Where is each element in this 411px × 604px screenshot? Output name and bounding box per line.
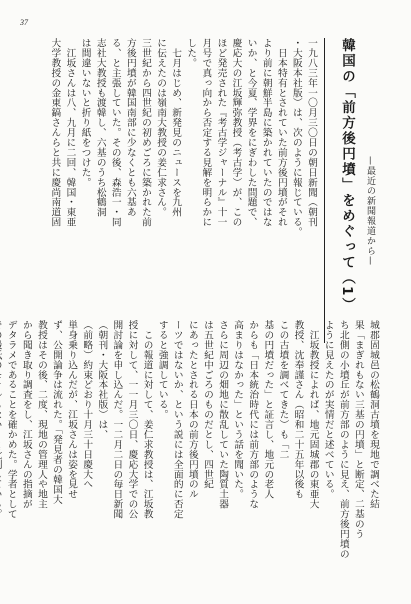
text-line: 月号で真っ向から否定する見解を明らかに [200, 38, 212, 228]
text-line: 七月はじめ、新発見のニュースを九州 [170, 38, 182, 218]
text-line: 授に対して、一一月三〇日、慶応大学での公 [126, 320, 138, 519]
text-line: 基の円墳だった」と証言し、地元の老人 [262, 320, 274, 500]
text-line: は五世紀中ごろのものだとし、四世紀 [201, 320, 213, 490]
text-line: 日本特有とされていた前方後円墳がそれ [275, 38, 287, 228]
text-line: 一九八三年一〇月三〇日の朝日新聞（朝刊 [306, 38, 317, 228]
upper-body-text [19, 38, 319, 286]
text-line: ・大阪本社版）は、次のように報じている。 [290, 38, 302, 237]
text-line: さらに周辺の畑地に散乱していた陶質土器 [217, 320, 229, 510]
text-line: この報道に対して、姜仁求教授は、江坂教 [141, 320, 153, 519]
text-line: 単身乗り込んだが、江坂さんは姿を見せ [66, 320, 78, 500]
text-line: した。 [185, 38, 197, 68]
text-line: 方後円墳が韓国南部に少なくとも六基あ [124, 38, 136, 218]
text-line: ように見えたのが実情だと述べている。 [322, 320, 334, 500]
text-line: 江坂さんは八、九月に二回、韓国・東亜 [64, 38, 76, 228]
lower-body-text [5, 320, 381, 578]
text-line: 城郡固城邑の松鶴洞古墳を現地で調べた結 [368, 320, 379, 510]
text-line: からも「日本統治時代には前方部のような [247, 320, 259, 510]
text-line: すると強調している。 [156, 320, 168, 420]
text-line: （前略）約束どおり十月三十日慶大へ [81, 320, 93, 490]
text-line: 高まりはなかった」という話を聞いた。 [232, 320, 244, 500]
text-line: 三世紀から四世紀の初めごろに築かれた前 [139, 38, 151, 228]
text-line: に伝えたのは嶺南大教授の姜仁求さん。 [155, 38, 167, 218]
text-line: ほど発売された『考古学ジャーナル』十一 [215, 38, 227, 228]
text-line: いか、と今夏、学界をにぎわした問題で、 [245, 38, 257, 228]
text-line: 教授はその後、二度、現地の管理人や地主 [35, 320, 47, 510]
text-line: より前に朝鮮半島に築かれていたのではな [260, 38, 272, 228]
text-line: （朝刊・大阪本社版）は、 [96, 320, 108, 440]
text-line: 江坂教授によれば、地元固城郡の東亜大 [307, 320, 319, 510]
text-line: この古墳を調べてきた）も「二 [277, 320, 289, 460]
article-subtitle: —最近の新聞報道から— [365, 156, 375, 266]
text-line [0, 320, 4, 578]
text-line: 教授、沈奉謹さん（昭和二十五年以後も [292, 320, 304, 500]
text-line: から聞き取り調査をし、江坂さんの指摘が [20, 320, 32, 510]
article-title: 韓国の「前方後円墳」をめぐって（1） [339, 38, 355, 313]
text-line: 志社大教授も渡韓し、六基のうち松鶴洞 [94, 38, 106, 218]
text-line: ち北側の小墳丘が前方部のように見え、前方後円墳の [337, 320, 349, 559]
text-line: ず、公開論争は流れた。「発見者の韓国大 [51, 320, 63, 505]
text-line: は間違いないと折り紙をつけた。 [79, 38, 91, 188]
text-line: 大学教授の金東鎬さんらと共に慶尚南道固 [49, 38, 61, 228]
text-line: ーツではないか、という説には全面的に否定 [171, 320, 183, 519]
text-line: る、と主張していた。その後、森浩一・同 [109, 38, 121, 228]
article-heading [324, 38, 381, 343]
page-number: 37 [20, 18, 28, 27]
text-line: デタラメであることを確かめた。学者として [5, 320, 17, 519]
text-line: 開討論を申し込んだ。一二月二日の毎日新聞 [111, 320, 123, 519]
text-line: にあったとされる日本の前方後円墳のル [186, 320, 198, 500]
text-line: 慶応大の江坂輝弥教授（考古学）が、この [230, 38, 242, 228]
text-line: 果「まぎれもない三基の円墳」と断定、二基のう [352, 320, 364, 539]
